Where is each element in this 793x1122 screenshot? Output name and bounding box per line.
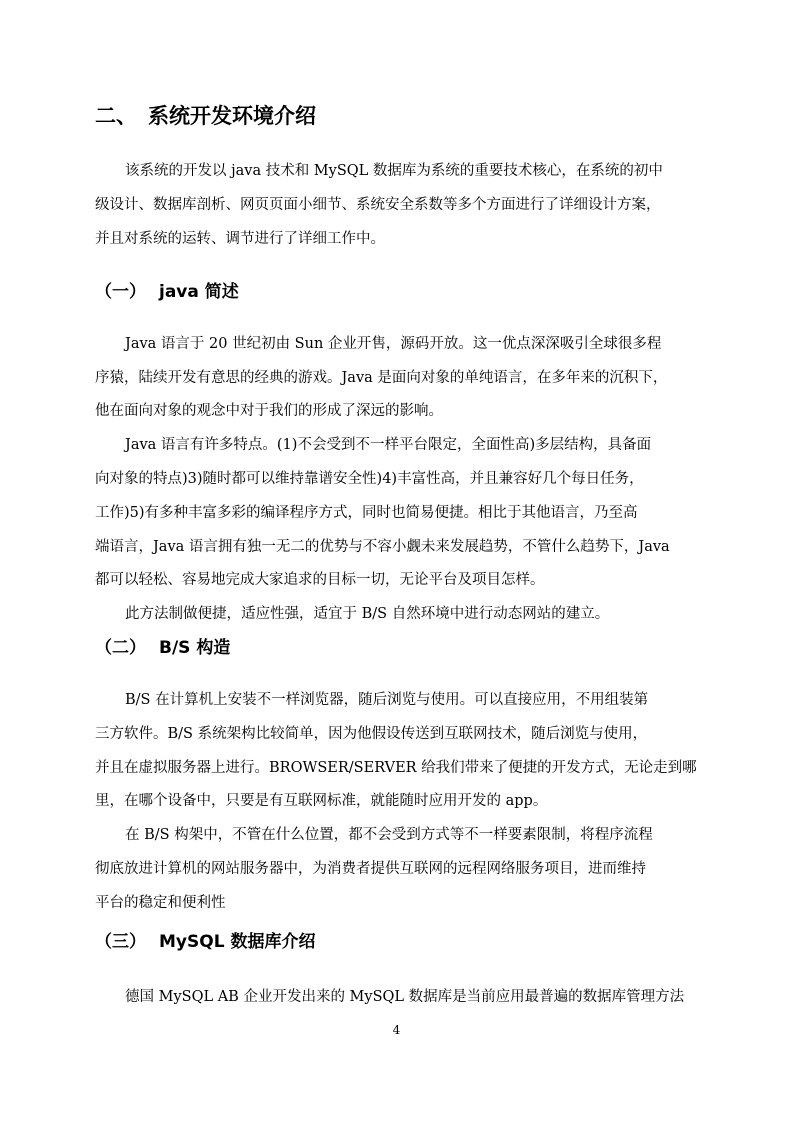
page-number: 4 [392, 1023, 401, 1037]
java-line-3: 他在面向对象的观念中对于我们的形成了深远的影响。 [95, 403, 443, 419]
intro-line-3: 并且对系统的运转、调节进行了详细工作中。 [95, 231, 385, 247]
java-line-1: Java 语言于 20 世纪初由 Sun 企业开售，源码开放。这一优点深深吸引全球很多程 [125, 336, 662, 352]
subsection-title: java 简述 [159, 282, 239, 302]
java-line-6: 工作)5)有多种丰富多彩的编译程序方式，同时也简易便捷。相比于其他语言，乃至高 [95, 505, 638, 521]
subsection-number: （一） [95, 282, 146, 302]
subsection-number: （二） [95, 638, 146, 658]
bs-line-4: 里，在哪个设备中，只要是有互联网标准，就能随时应用开发的 app。 [95, 793, 548, 809]
subsection-title: MySQL 数据库介绍 [159, 932, 316, 952]
mysql-line-1: 德国 MySQL AB 企业开发出来的 MySQL 数据库是当前应用最普遍的数据库管理方法 [125, 989, 685, 1005]
bs-line-3: 并且在虚拟服务器上进行。BROWSER/SERVER 给我们带来了便捷的开发方式，无论走到哪 [95, 760, 697, 776]
subsection-title: B/S 构造 [159, 638, 231, 658]
java-line-5: 向对象的特点)3)随时都可以维持靠谱安全性)4)丰富性高，并且兼容好几个每日任务， [95, 471, 644, 487]
subsection-number: （三） [95, 932, 146, 952]
java-line-2: 序猿，陆续开发有意思的经典的游戏。Java 是面向对象的单纯语言，在多年来的沉积下， [95, 370, 668, 386]
java-line-9: 此方法制做便捷，适应性强，适宜于 B/S 自然环境中进行动态网站的建立。 [125, 606, 610, 622]
section-number: 二、 [95, 104, 137, 128]
subsection-heading-java [95, 280, 239, 304]
java-line-4: Java 语言有许多特点。(1)不会受到不一样平台限定，全面性高)多层结构，具备面 [125, 437, 652, 453]
section-title: 系统开发环境介绍 [148, 104, 316, 128]
java-line-8: 都可以轻松、容易地完成大家追求的目标一切，无论平台及项目怎样。 [95, 572, 545, 588]
bs-line-6: 彻底放进计算机的网站服务器中，为消费者提供互联网的远程网络服务项目，进而维持 [95, 861, 646, 877]
java-line-7: 端语言，Java 语言拥有独一无二的优势与不容小觑未来发展趋势，不管什么趋势下，Java [95, 539, 670, 555]
subsection-heading-mysql [95, 930, 315, 954]
intro-line-2: 级设计、数据库剖析、网页页面小细节、系统安全系数等多个方面进行了详细设计方案， [95, 197, 661, 213]
subsection-heading-bs [95, 636, 230, 660]
bs-line-2: 三方软件。B/S 系统架构比较简单，因为他假设传送到互联网技术，随后浏览与使用， [95, 726, 648, 742]
bs-line-5: 在 B/S 构架中，不管在什么位置，都不会受到方式等不一样要素限制，将程序流程 [125, 827, 653, 843]
intro-line-1: 该系统的开发以 java 技术和 MySQL 数据库为系统的重要技术核心，在系统的初中 [125, 163, 663, 179]
section-heading [95, 102, 316, 130]
bs-line-7: 平台的稳定和便利性 [95, 895, 226, 911]
bs-line-1: B/S 在计算机上安装不一样浏览器，随后浏览与使用。可以直接应用，不用组装第 [125, 692, 649, 708]
